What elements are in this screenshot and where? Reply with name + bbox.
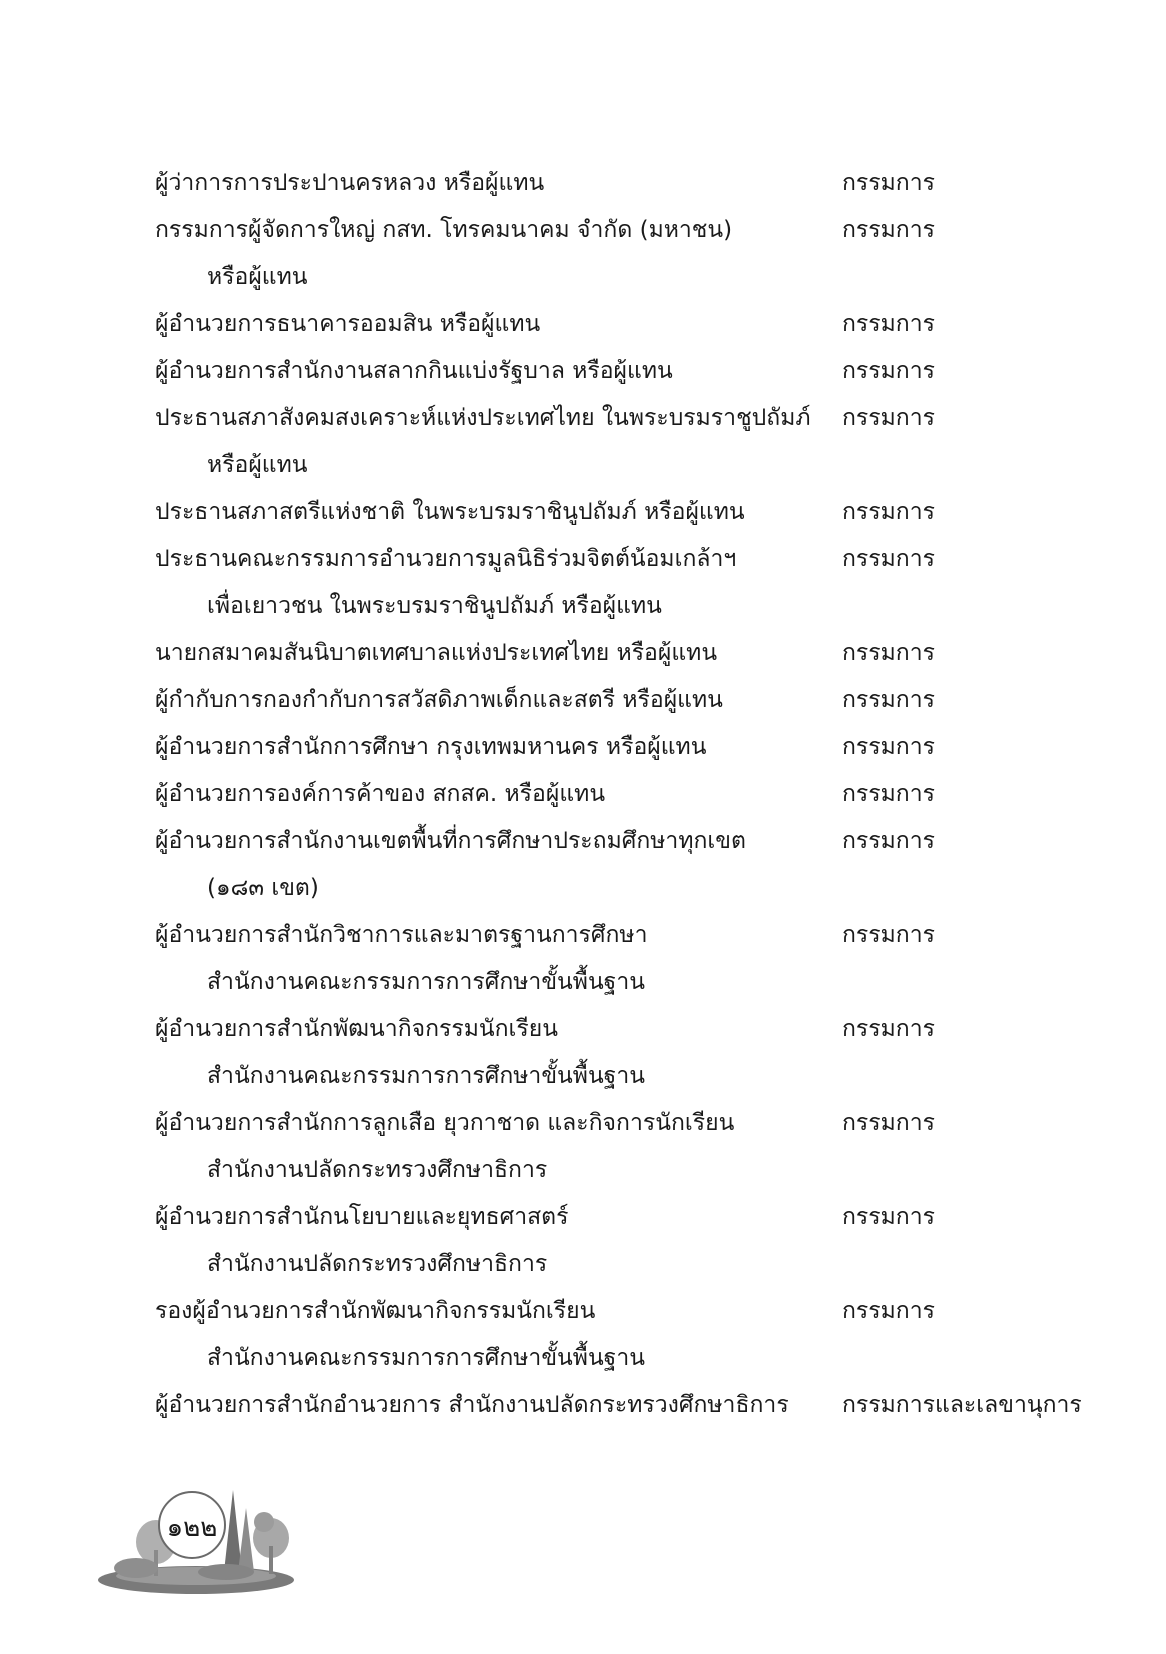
entry-title: ผู้ว่าการการประปานครหลวง หรือผู้แทน [155, 170, 545, 196]
committee-entry [155, 677, 1115, 724]
committee-entry [155, 912, 1115, 1006]
entry-title-continuation: สำนักงานคณะกรรมการการศึกษาขั้นพื้นฐาน [207, 1345, 645, 1371]
committee-entry [155, 630, 1115, 677]
entry-title: ผู้อำนวยการสำนักพัฒนากิจกรรมนักเรียน [155, 1016, 558, 1042]
committee-entry [155, 536, 1115, 630]
entry-role: กรรมการ [842, 311, 935, 337]
entry-role: กรรมการ [842, 405, 935, 431]
page-number: ๑๒๒ [166, 1513, 218, 1543]
committee-entry [155, 489, 1115, 536]
entry-role: กรรมการ [842, 922, 935, 948]
entry-title-continuation: หรือผู้แทน [207, 264, 308, 290]
entry-title: ผู้อำนวยการสำนักอำนวยการ สำนักงานปลัดกระทรวงศึกษาธิการ [155, 1392, 789, 1418]
entry-role: กรรมการ [842, 687, 935, 713]
committee-entry [155, 207, 1115, 301]
entry-role: กรรมการ [842, 170, 935, 196]
entry-role: กรรมการ [842, 734, 935, 760]
entry-title: ผู้อำนวยการสำนักนโยบายและยุทธศาสตร์ [155, 1204, 569, 1230]
committee-entry [155, 395, 1115, 489]
entry-role: กรรมการ [842, 358, 935, 384]
committee-entry [155, 1288, 1115, 1382]
entry-title-continuation: สำนักงานคณะกรรมการการศึกษาขั้นพื้นฐาน [207, 1063, 645, 1089]
committee-entry [155, 1006, 1115, 1100]
committee-entry [155, 1382, 1115, 1429]
entry-role: กรรมการ [842, 499, 935, 525]
entry-title: ประธานสภาสังคมสงเคราะห์แห่งประเทศไทย ในพระบรมราชูปถัมภ์ [155, 405, 811, 431]
entry-role: กรรมการ [842, 828, 935, 854]
committee-entry [155, 724, 1115, 771]
committee-entry [155, 1100, 1115, 1194]
entry-title: ประธานคณะกรรมการอำนวยการมูลนิธิร่วมจิตต์น้อมเกล้าฯ [155, 546, 737, 572]
entry-title: ผู้อำนวยการสำนักงานสลากกินแบ่งรัฐบาล หรือผู้แทน [155, 358, 673, 384]
entry-role: กรรมการ [842, 1110, 935, 1136]
entry-title: ประธานสภาสตรีแห่งชาติ ในพระบรมราชินูปถัมภ์ หรือผู้แทน [155, 499, 745, 525]
entry-role: กรรมการ [842, 1016, 935, 1042]
entry-role: กรรมการ [842, 781, 935, 807]
entry-title: กรรมการผู้จัดการใหญ่ กสท. โทรคมนาคม จำกัด (มหาชน) [155, 217, 733, 243]
entry-title: ผู้อำนวยการสำนักการศึกษา กรุงเทพมหานคร หรือผู้แทน [155, 734, 707, 760]
entry-title: ผู้อำนวยการสำนักงานเขตพื้นที่การศึกษาประถมศึกษาทุกเขต [155, 828, 746, 854]
committee-entry [155, 1194, 1115, 1288]
entry-role: กรรมการ [842, 640, 935, 666]
committee-entry [155, 348, 1115, 395]
entry-title: ผู้อำนวยการสำนักวิชาการและมาตรฐานการศึกษา [155, 922, 648, 948]
entry-title-continuation: สำนักงานปลัดกระทรวงศึกษาธิการ [207, 1251, 548, 1277]
committee-list [155, 160, 1115, 1429]
entry-title: นายกสมาคมสันนิบาตเทศบาลแห่งประเทศไทย หรือผู้แทน [155, 640, 718, 666]
trees-landscape-icon [96, 1480, 296, 1600]
entry-role: กรรมการ [842, 1204, 935, 1230]
entry-title: ผู้อำนวยการองค์การค้าของ สกสค. หรือผู้แทน [155, 781, 606, 807]
entry-title-continuation: เพื่อเยาวชน ในพระบรมราชินูปถัมภ์ หรือผู้แทน [207, 593, 662, 619]
entry-role: กรรมการและเลขานุการ [842, 1392, 1082, 1418]
committee-entry [155, 301, 1115, 348]
committee-entry [155, 771, 1115, 818]
entry-title-continuation: (๑๘๓ เขต) [207, 875, 319, 901]
page-footer-decoration [96, 1480, 296, 1600]
entry-title-continuation: สำนักงานปลัดกระทรวงศึกษาธิการ [207, 1157, 548, 1183]
entry-title-continuation: สำนักงานคณะกรรมการการศึกษาขั้นพื้นฐาน [207, 969, 645, 995]
entry-title-continuation: หรือผู้แทน [207, 452, 308, 478]
entry-role: กรรมการ [842, 217, 935, 243]
entry-title: รองผู้อำนวยการสำนักพัฒนากิจกรรมนักเรียน [155, 1298, 596, 1324]
entry-role: กรรมการ [842, 1298, 935, 1324]
entry-title: ผู้กำกับการกองกำกับการสวัสดิภาพเด็กและสตรี หรือผู้แทน [155, 687, 723, 713]
entry-title: ผู้อำนวยการสำนักการลูกเสือ ยุวกาชาด และกิจการนักเรียน [155, 1110, 735, 1136]
entry-role: กรรมการ [842, 546, 935, 572]
committee-entry [155, 818, 1115, 912]
committee-entry [155, 160, 1115, 207]
entry-title: ผู้อำนวยการธนาคารออมสิน หรือผู้แทน [155, 311, 541, 337]
